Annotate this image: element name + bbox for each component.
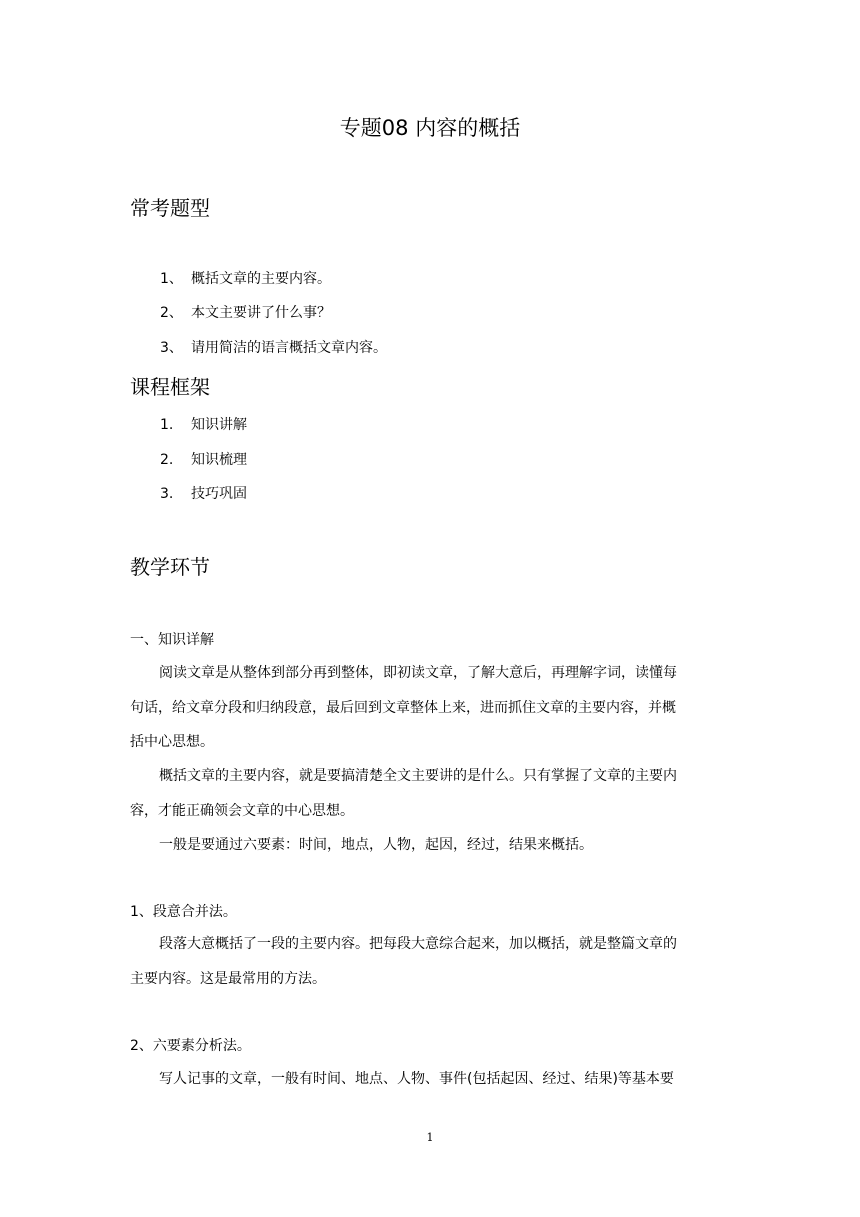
item-text: 知识梳理: [191, 452, 247, 468]
paragraph-line: 主要内容。这是最常用的方法。: [130, 970, 326, 987]
item-text: 概括文章的主要内容。: [191, 271, 331, 287]
paragraph-line: 段落大意概括了一段的主要内容。把每段大意综合起来，加以概括，就是整篇文章的: [159, 936, 677, 952]
page-number: 1: [426, 1131, 434, 1144]
paragraph-line: 句话，给文章分段和归纳段意，最后回到文章整体上来，进而抓住文章的主要内容，并概: [130, 699, 676, 716]
item-number: 2、: [160, 305, 183, 321]
subsection-label: 一、知识详解: [130, 632, 214, 648]
document-title: 专题08 内容的概括: [339, 116, 521, 140]
framework-item: [160, 484, 247, 504]
item-text: 知识讲解: [191, 417, 247, 433]
paragraph-line: 概括文章的主要内容，就是要搞清楚全文主要讲的是什么。只有掌握了文章的主要内: [159, 768, 677, 784]
paragraph-line: 阅读文章是从整体到部分再到整体，即初读文章，了解大意后，再理解字词，读懂每: [159, 665, 677, 681]
question-type-item: [160, 303, 331, 323]
paragraph: [130, 828, 735, 863]
item-number: 3、: [160, 340, 183, 356]
question-type-item: [160, 269, 331, 289]
item-number: 2.: [160, 452, 174, 468]
paragraph-line: 写人记事的文章，一般有时间、地点、人物、事件(包括起因、经过、结果)等基本要: [159, 1071, 674, 1087]
heading-teaching: 教学环节: [130, 555, 210, 579]
paragraph: [130, 759, 735, 828]
paragraph-line: 一般是要通过六要素：时间，地点，人物，起因，经过，结果来概括。: [159, 837, 593, 853]
heading-question-types: 常考题型: [130, 196, 210, 220]
question-type-item: [160, 338, 387, 358]
method-label: 2、六要素分析法。: [130, 1038, 251, 1054]
framework-item: [160, 415, 247, 435]
item-number: 1、: [160, 271, 183, 287]
paragraph: [130, 927, 735, 996]
item-number: 1.: [160, 417, 174, 433]
item-text: 本文主要讲了什么事？: [191, 305, 331, 321]
heading-course-framework: 课程框架: [130, 375, 210, 399]
paragraph: [130, 1062, 735, 1097]
paragraph: [130, 656, 735, 760]
paragraph-line: 括中心思想。: [130, 734, 214, 750]
item-text: 技巧巩固: [191, 486, 247, 502]
method-label: 1、段意合并法。: [130, 904, 237, 920]
item-text: 请用简洁的语言概括文章内容。: [191, 340, 387, 356]
item-number: 3.: [160, 486, 174, 502]
framework-item: [160, 450, 247, 470]
paragraph-line: 容，才能正确领会文章的中心思想。: [130, 802, 354, 819]
